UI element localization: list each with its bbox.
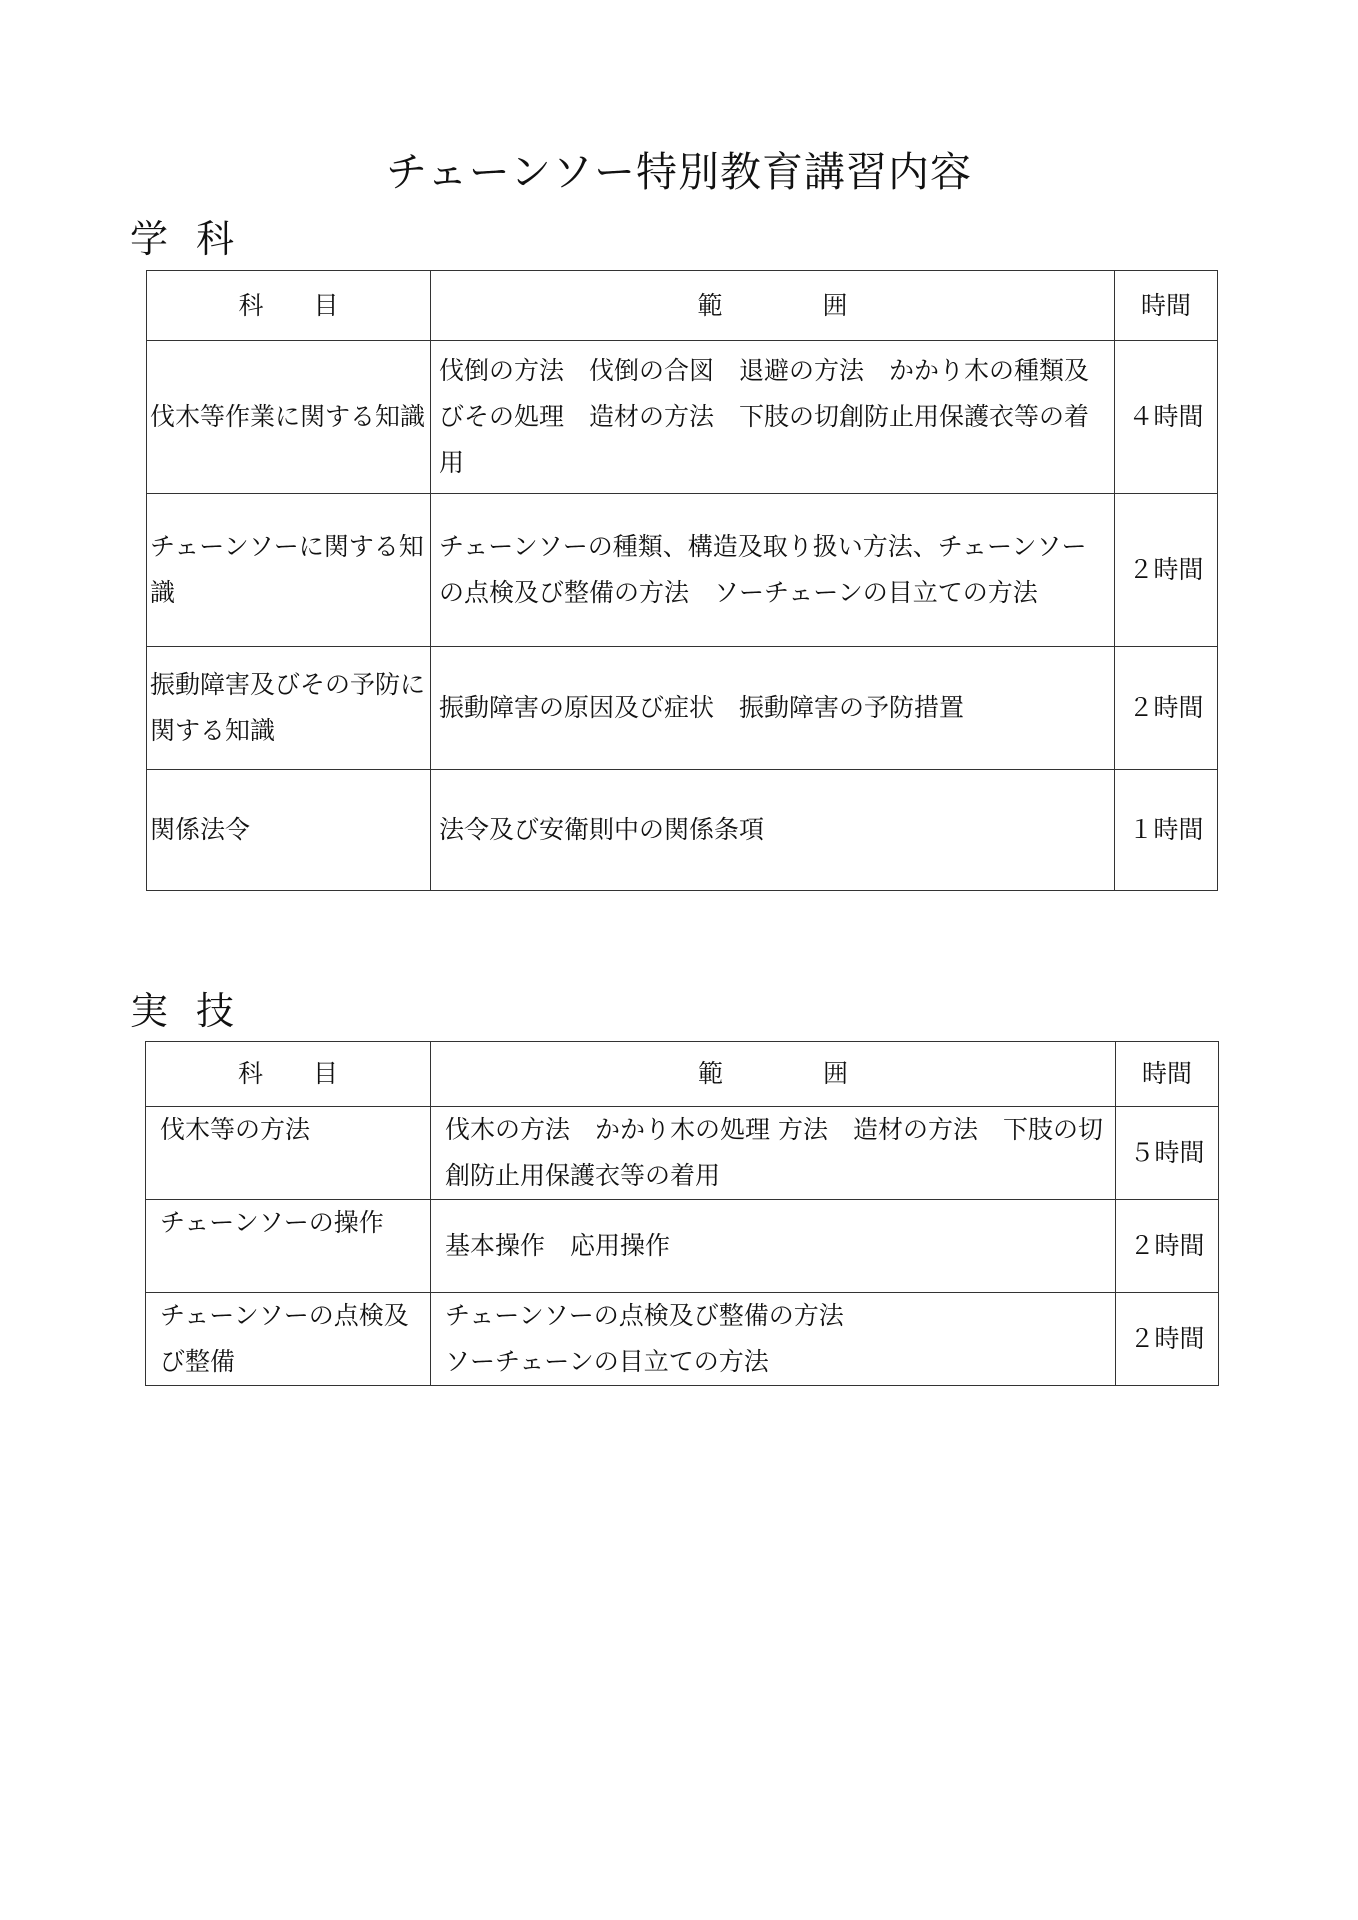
- section-heading-gakka: 学科: [130, 217, 263, 261]
- table-row: [146, 1107, 1219, 1200]
- table-row: [147, 647, 1218, 770]
- jitsugi-table: [145, 1041, 1219, 1386]
- section-heading-jitsugi: 実技: [130, 989, 263, 1033]
- header-range: 範 囲: [431, 1042, 1116, 1107]
- range-cell: チェーンソーの種類、構造及取り扱い方法、チェーンソーの点検及び整備の方法 ソーチェーンの目立ての方法: [431, 494, 1115, 647]
- gakka-table: [146, 270, 1218, 891]
- subject-cell: 振動障害及びその予防に関する知識: [147, 647, 431, 770]
- hours-cell: ２時間: [1116, 1200, 1219, 1293]
- table-row: [146, 1293, 1219, 1386]
- subject-cell: チェーンソーに関する知識: [147, 494, 431, 647]
- range-line: チェーンソーの点検及び整備の方法: [445, 1301, 844, 1330]
- range-cell: 伐倒の方法 伐倒の合図 退避の方法 かかり木の種類及びその処理 造材の方法 下肢の切創防止用保護衣等の着用: [431, 341, 1115, 494]
- subject-cell: チェーンソーの点検及び整備: [146, 1293, 431, 1386]
- header-hours: 時間: [1115, 271, 1218, 341]
- range-cell: 振動障害の原因及び症状 振動障害の予防措置: [431, 647, 1115, 770]
- table-row: [147, 770, 1218, 891]
- header-range: 範 囲: [431, 271, 1115, 341]
- subject-cell: 伐木等の方法: [146, 1107, 431, 1200]
- table-header-row: [146, 1042, 1219, 1107]
- range-cell: 伐木の方法 かかり木の処理 方法 造材の方法 下肢の切創防止用保護衣等の着用: [431, 1107, 1116, 1200]
- header-subject: 科 目: [147, 271, 431, 341]
- table-row: [147, 494, 1218, 647]
- hours-cell: ２時間: [1115, 494, 1218, 647]
- hours-cell: ２時間: [1115, 647, 1218, 770]
- hours-cell: １時間: [1115, 770, 1218, 891]
- subject-cell: チェーンソーの操作: [146, 1200, 431, 1293]
- table-row: [147, 341, 1218, 494]
- table-header-row: [147, 271, 1218, 341]
- page-title: チェーンソー特別教育講習内容: [386, 148, 972, 196]
- subject-cell: 伐木等作業に関する知識: [147, 341, 431, 494]
- range-cell: 基本操作 応用操作: [431, 1200, 1116, 1293]
- hours-cell: ５時間: [1116, 1107, 1219, 1200]
- table-row: [146, 1200, 1219, 1293]
- range-cell: [431, 1293, 1116, 1386]
- range-cell: 法令及び安衛則中の関係条項: [431, 770, 1115, 891]
- range-line: ソーチェーンの目立ての方法: [445, 1347, 769, 1376]
- hours-cell: ４時間: [1115, 341, 1218, 494]
- header-hours: 時間: [1116, 1042, 1219, 1107]
- header-subject: 科 目: [146, 1042, 431, 1107]
- hours-cell: ２時間: [1116, 1293, 1219, 1386]
- subject-cell: 関係法令: [147, 770, 431, 891]
